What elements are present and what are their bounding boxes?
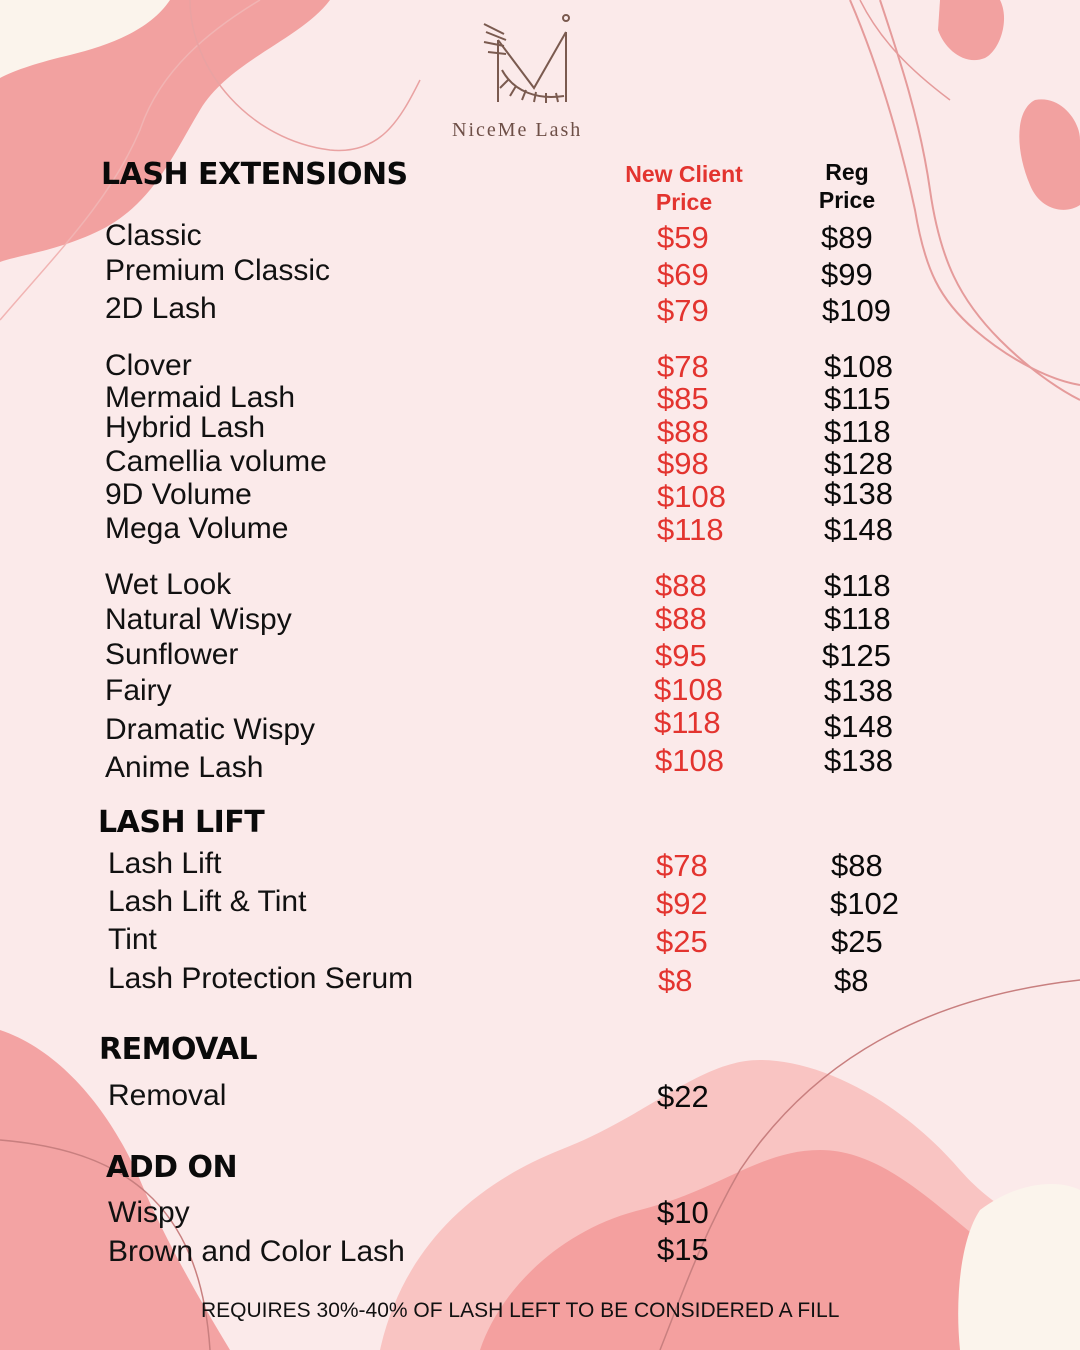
service-name-premium-classic: Premium Classic bbox=[105, 254, 331, 287]
new-client-price-hybrid-lash: $88 bbox=[657, 414, 709, 449]
regular-price-sunflower: $125 bbox=[822, 638, 891, 673]
service-name-tint: Tint bbox=[108, 923, 157, 956]
regular-price-hybrid-lash: $118 bbox=[824, 414, 891, 449]
brand-name: NiceMe Lash bbox=[452, 119, 583, 141]
new-client-price-anime-lash: $108 bbox=[655, 743, 724, 778]
regular-price-lash-lift: $88 bbox=[831, 848, 883, 883]
column-header-regular-price: Reg Price bbox=[818, 159, 876, 213]
service-name-wet-look: Wet Look bbox=[105, 568, 232, 601]
new-client-price-premium-classic: $69 bbox=[657, 257, 709, 292]
addon-price-wispy: $10 bbox=[657, 1195, 709, 1230]
regular-price-lash-lift-tint: $102 bbox=[830, 886, 899, 921]
regular-price-clover: $108 bbox=[824, 349, 893, 384]
service-name-mermaid-lash: Mermaid Lash bbox=[105, 381, 296, 414]
new-client-price-camellia-volume: $98 bbox=[657, 446, 709, 481]
service-name-lash-protection-serum: Lash Protection Serum bbox=[108, 962, 414, 995]
new-client-price-lash-lift-tint: $92 bbox=[656, 886, 708, 921]
regular-price-camellia-volume: $128 bbox=[824, 446, 893, 481]
regular-price-anime-lash: $138 bbox=[824, 743, 893, 778]
service-name-hybrid-lash: Hybrid Lash bbox=[105, 411, 266, 444]
regular-price-tint: $25 bbox=[831, 924, 883, 959]
regular-price-natural-wispy: $118 bbox=[824, 601, 891, 636]
service-name-9d-volume: 9D Volume bbox=[105, 478, 252, 511]
service-name-classic: Classic bbox=[105, 219, 202, 252]
service-name-clover: Clover bbox=[105, 349, 192, 382]
regular-price-lash-protection-serum: $8 bbox=[834, 963, 869, 998]
service-name-natural-wispy: Natural Wispy bbox=[105, 603, 292, 636]
regular-price-mermaid-lash: $115 bbox=[824, 381, 891, 416]
service-name-anime-lash: Anime Lash bbox=[105, 751, 264, 784]
new-client-price-lash-lift: $78 bbox=[656, 848, 708, 883]
service-name-lash-lift: Lash Lift bbox=[108, 847, 222, 880]
service-name-2d-lash: 2D Lash bbox=[105, 292, 217, 325]
new-client-price-sunflower: $95 bbox=[655, 638, 707, 673]
new-client-price-natural-wispy: $88 bbox=[655, 601, 707, 636]
new-client-price-2d-lash: $79 bbox=[657, 293, 709, 328]
regular-price-9d-volume: $138 bbox=[824, 476, 893, 511]
regular-price-classic: $89 bbox=[821, 220, 873, 255]
regular-price-2d-lash: $109 bbox=[822, 293, 891, 328]
new-client-price-9d-volume: $108 bbox=[657, 479, 726, 514]
service-name-lash-lift-tint: Lash Lift & Tint bbox=[108, 885, 307, 918]
service-name-mega-volume: Mega Volume bbox=[105, 512, 289, 545]
new-client-price-wet-look: $88 bbox=[655, 568, 707, 603]
service-name-sunflower: Sunflower bbox=[105, 638, 239, 671]
price-removal: $22 bbox=[657, 1079, 709, 1114]
regular-price-dramatic-wispy: $148 bbox=[824, 709, 893, 744]
service-name-dramatic-wispy: Dramatic Wispy bbox=[105, 713, 316, 746]
new-client-price-fairy: $108 bbox=[654, 672, 723, 707]
section-title-add-on: ADD ON bbox=[106, 1150, 238, 1185]
regular-price-fairy: $138 bbox=[824, 673, 893, 708]
service-name-removal: Removal bbox=[108, 1079, 227, 1112]
addon-name-wispy: Wispy bbox=[108, 1196, 190, 1229]
new-client-price-classic: $59 bbox=[657, 220, 709, 255]
column-header-new-client-price: New Client Price bbox=[625, 161, 743, 215]
new-client-price-mega-volume: $118 bbox=[657, 512, 724, 547]
fill-requirement-note: REQUIRES 30%-40% OF LASH LEFT TO BE CONSIDERED A FILL bbox=[201, 1299, 840, 1322]
regular-price-wet-look: $118 bbox=[824, 568, 891, 603]
addon-name-brown-and-color-lash: Brown and Color Lash bbox=[108, 1235, 405, 1268]
section-title-lash-lift: LASH LIFT bbox=[98, 805, 265, 840]
section-title-lash-extensions: LASH EXTENSIONS bbox=[101, 157, 408, 192]
new-client-price-dramatic-wispy: $118 bbox=[654, 705, 721, 740]
new-client-price-tint: $25 bbox=[656, 924, 708, 959]
new-client-price-mermaid-lash: $85 bbox=[657, 381, 709, 416]
service-name-fairy: Fairy bbox=[105, 674, 172, 707]
service-name-camellia-volume: Camellia volume bbox=[105, 445, 327, 478]
regular-price-premium-classic: $99 bbox=[821, 257, 873, 292]
new-client-price-clover: $78 bbox=[657, 349, 709, 384]
addon-price-brown-and-color-lash: $15 bbox=[657, 1232, 709, 1267]
new-client-price-lash-protection-serum: $8 bbox=[658, 963, 693, 998]
section-title-removal: REMOVAL bbox=[99, 1032, 258, 1067]
regular-price-mega-volume: $148 bbox=[824, 512, 893, 547]
